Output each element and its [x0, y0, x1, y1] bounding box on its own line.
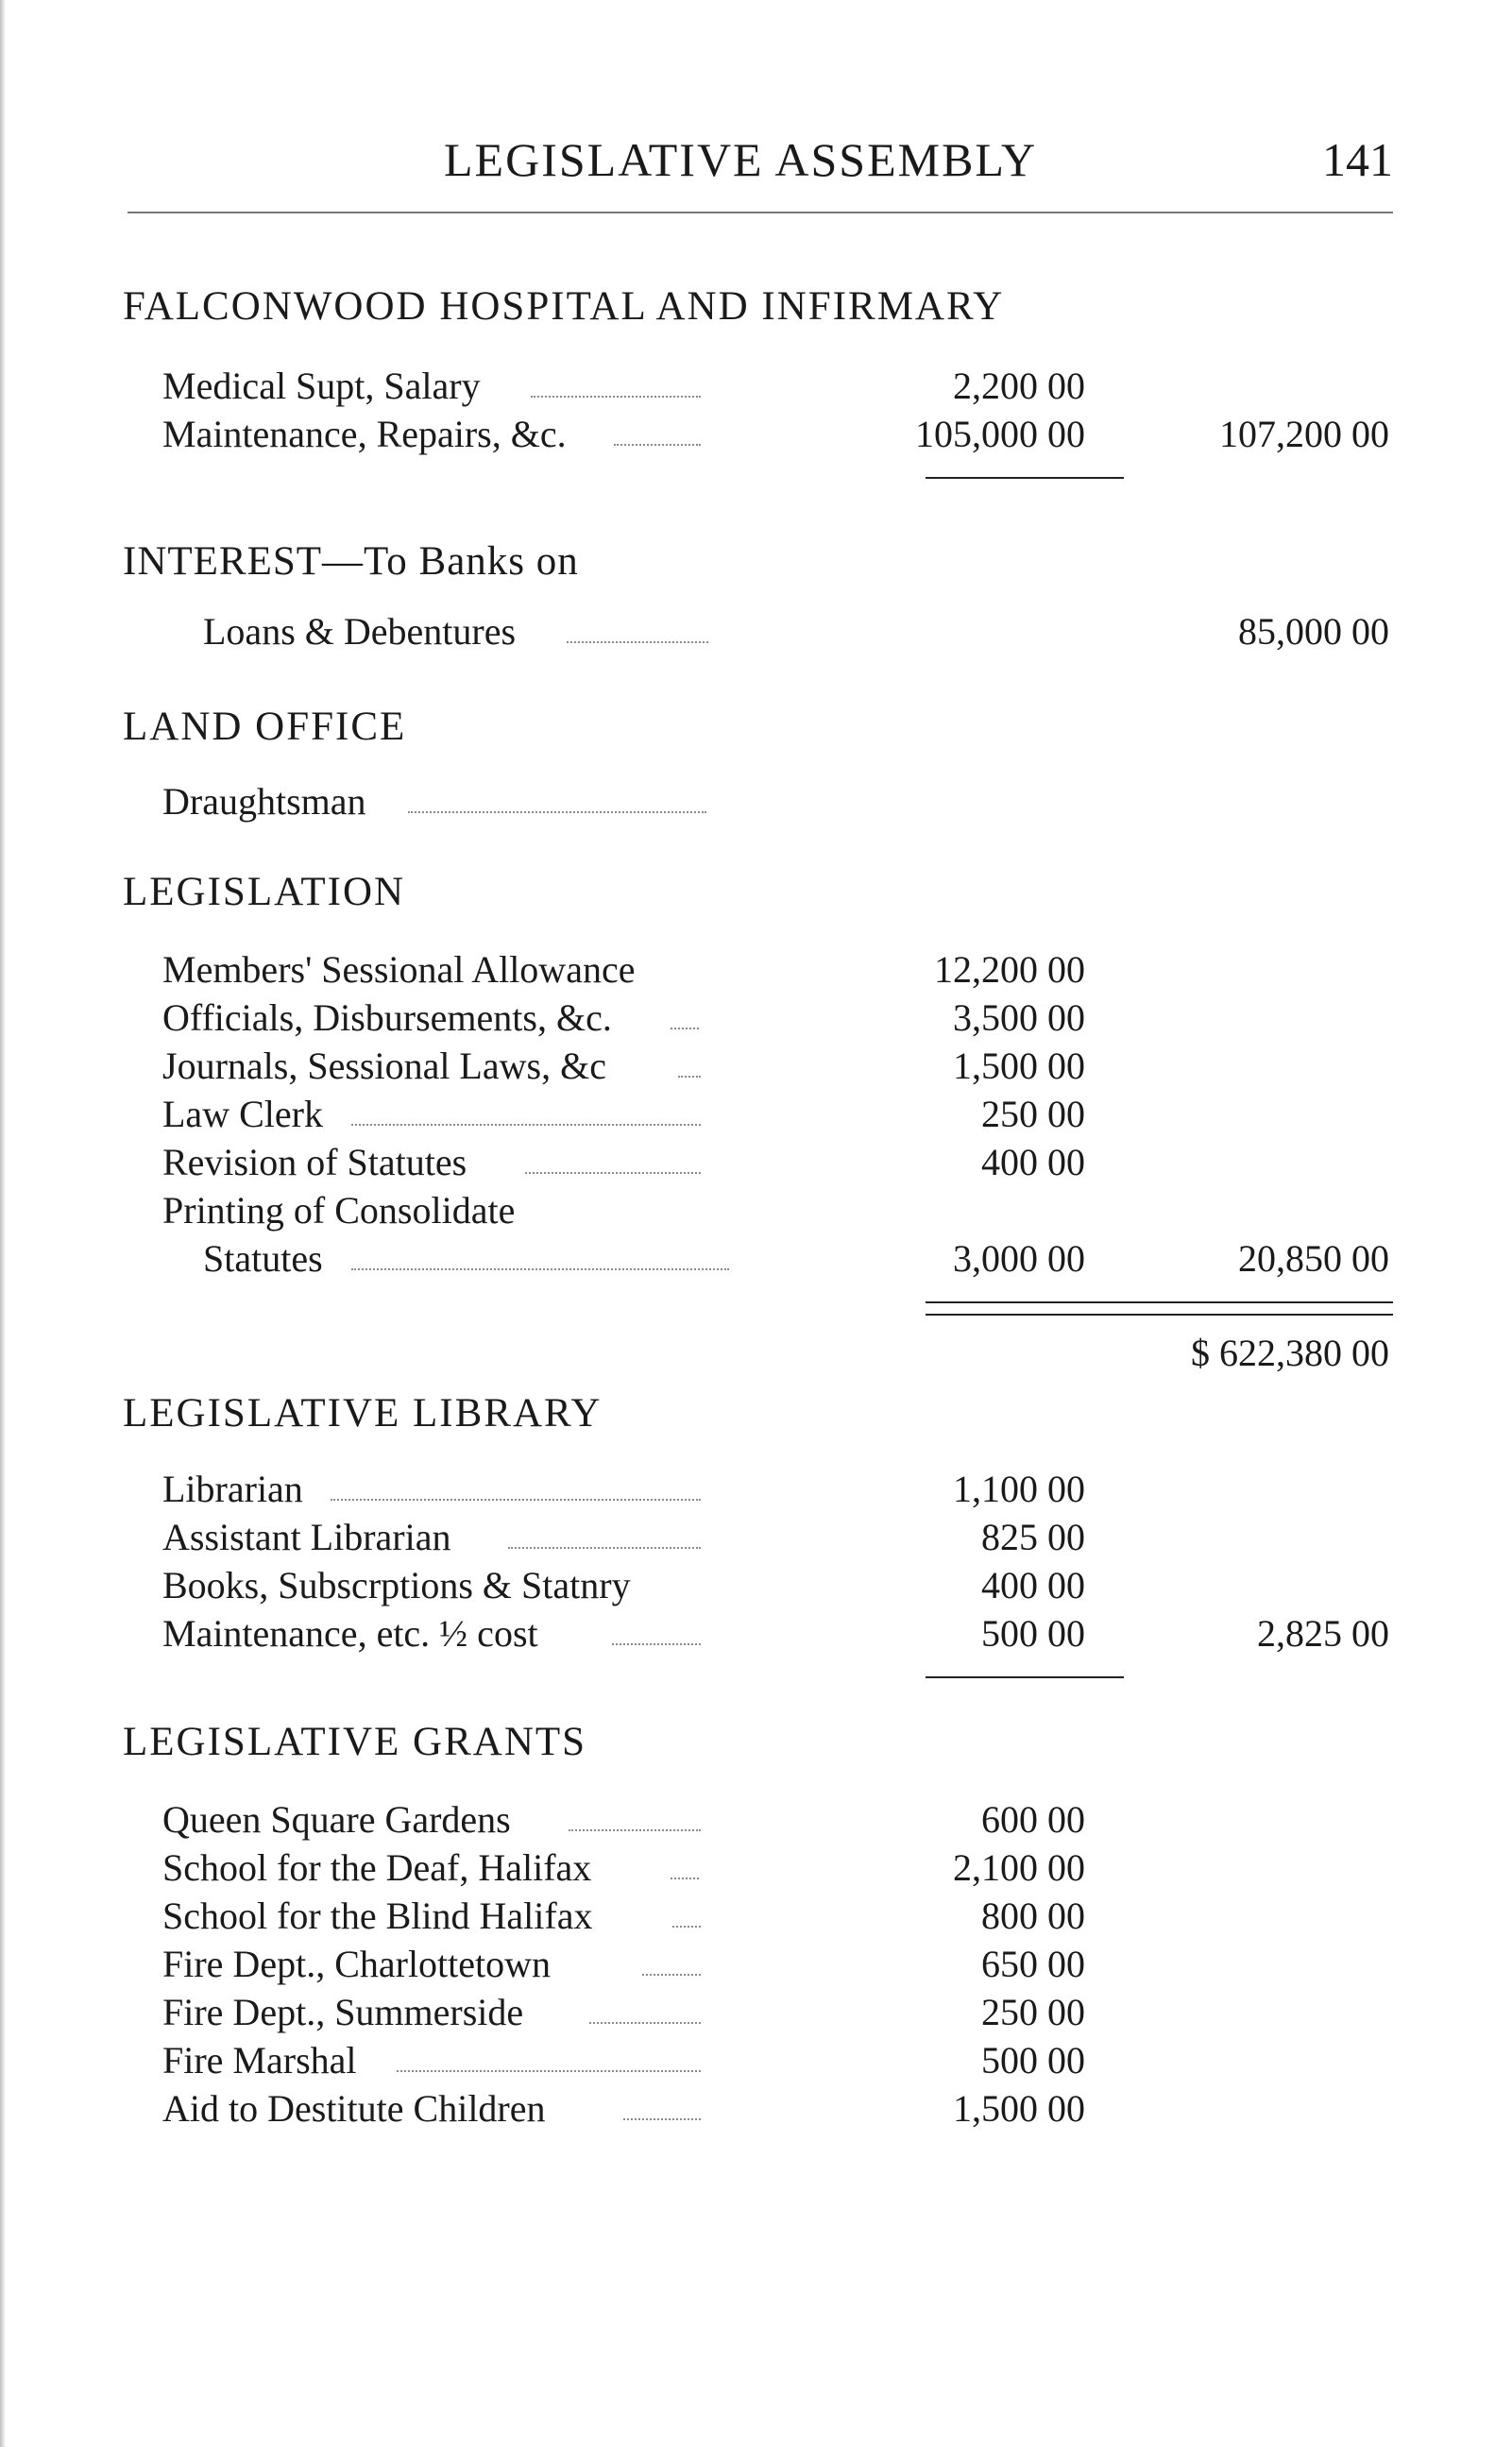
row-label: Medical Supt, Salary [162, 365, 481, 407]
row-label: Books, Subscrptions & Statnry [162, 1564, 631, 1606]
page-number: 141 [1322, 133, 1393, 186]
row-amount: 3,500 00 [953, 996, 1085, 1039]
ledger-row [0, 412, 1512, 459]
ledger-row [0, 364, 1512, 411]
row-amount: 12,200 00 [934, 948, 1085, 991]
row-label: School for the Blind Halifax [162, 1895, 593, 1937]
dot-leader [351, 1268, 729, 1270]
ledger-row [0, 1845, 1512, 1893]
row-total: 20,850 00 [1238, 1237, 1389, 1280]
dot-leader [678, 1076, 701, 1078]
dot-leader [612, 1643, 701, 1645]
dot-leader [569, 1829, 701, 1831]
section-title-grants: LEGISLATIVE GRANTS [123, 1720, 587, 1764]
dot-leader [623, 2118, 701, 2120]
ledger-row [0, 1140, 1512, 1187]
dot-leader [525, 1172, 701, 1174]
dot-leader [672, 1926, 701, 1928]
row-amount: 800 00 [981, 1895, 1085, 1937]
row-amount: 2,200 00 [953, 365, 1085, 407]
section-title-legislation: LEGISLATION [123, 870, 406, 914]
ledger-row [0, 1942, 1512, 1989]
row-label: Loans & Debentures [203, 610, 517, 653]
row-label: Revision of Statutes [162, 1141, 467, 1183]
total-double-rule [926, 1314, 1393, 1316]
ledger-row [0, 1894, 1512, 1941]
ledger-row [0, 1611, 1512, 1658]
row-amount: 1,100 00 [953, 1468, 1085, 1510]
ledger-row [0, 1467, 1512, 1514]
row-label: Maintenance, etc. ½ cost [162, 1612, 538, 1655]
section-title-library: LEGISLATIVE LIBRARY [123, 1391, 603, 1436]
dot-leader [671, 1878, 699, 1879]
row-label: Officials, Disbursements, &c. [162, 996, 612, 1039]
ledger-row [0, 779, 1512, 826]
dot-leader [397, 2070, 701, 2072]
row-label: Fire Marshal [162, 2039, 357, 2082]
row-label: Maintenance, Repairs, &c. [162, 413, 567, 455]
subtotal-rule [926, 1676, 1124, 1678]
row-amount: 1,500 00 [953, 1045, 1085, 1087]
row-label: Statutes [203, 1237, 323, 1280]
dot-leader [508, 1547, 701, 1549]
row-amount: 1,500 00 [953, 2087, 1085, 2130]
total-rule [926, 1301, 1393, 1303]
dot-leader [567, 641, 708, 643]
section-title-land-office: LAND OFFICE [123, 705, 407, 749]
ledger-row [0, 2086, 1512, 2133]
row-amount: 500 00 [981, 2039, 1085, 2082]
dot-leader [408, 811, 706, 813]
row-label: Fire Dept., Summerside [162, 1991, 524, 2033]
row-total: 107,200 00 [1219, 413, 1389, 455]
grand-total: $ 622,380 00 [1191, 1332, 1389, 1374]
section-title-interest: INTEREST—To Banks on [123, 539, 579, 584]
ledger-row [0, 1092, 1512, 1139]
row-amount: 105,000 00 [915, 413, 1085, 455]
header-rule [127, 212, 1393, 213]
ledger-row [0, 609, 1512, 656]
dot-leader [671, 1028, 699, 1029]
row-amount: 400 00 [981, 1141, 1085, 1183]
ledger-row [0, 1515, 1512, 1562]
row-label: Assistant Librarian [162, 1516, 451, 1558]
dot-leader [531, 396, 701, 398]
dot-leader [642, 1974, 701, 1976]
ledger-row [0, 1797, 1512, 1844]
section-title-falconwood: FALCONWOOD HOSPITAL AND INFIRMARY [123, 284, 1005, 329]
row-label: Members' Sessional Allowance [162, 948, 636, 991]
dot-leader [331, 1499, 701, 1501]
ledger-row [0, 995, 1512, 1043]
ledger-row [0, 1990, 1512, 2037]
dot-leader [351, 1124, 701, 1126]
row-label: Fire Dept., Charlottetown [162, 1943, 552, 1985]
dot-leader [614, 444, 701, 446]
ledger-row [0, 1188, 1512, 1235]
row-label: School for the Deaf, Halifax [162, 1846, 592, 1889]
row-amount: 500 00 [981, 1612, 1085, 1655]
row-label: Aid to Destitute Children [162, 2087, 546, 2130]
row-amount: 3,000 00 [953, 1237, 1085, 1280]
running-header-title: LEGISLATIVE ASSEMBLY [444, 133, 1038, 186]
dot-leader [589, 2022, 701, 2024]
row-amount: 250 00 [981, 1093, 1085, 1135]
row-amount: 250 00 [981, 1991, 1085, 2033]
row-total: 85,000 00 [1238, 610, 1389, 653]
row-amount: 2,100 00 [953, 1846, 1085, 1889]
row-amount: 825 00 [981, 1516, 1085, 1558]
row-amount: 600 00 [981, 1798, 1085, 1841]
row-label: Librarian [162, 1468, 303, 1510]
row-label: Printing of Consolidate [162, 1189, 516, 1232]
subtotal-rule [926, 477, 1124, 479]
row-label: Draughtsman [162, 780, 366, 823]
ledger-row [0, 2038, 1512, 2085]
row-label: Law Clerk [162, 1093, 323, 1135]
grand-total-row [0, 1331, 1512, 1378]
ledger-row [0, 1563, 1512, 1610]
row-total: 2,825 00 [1257, 1612, 1389, 1655]
row-amount: 400 00 [981, 1564, 1085, 1606]
ledger-row [0, 1236, 1512, 1283]
ledger-row [0, 1044, 1512, 1091]
row-label: Queen Square Gardens [162, 1798, 511, 1841]
ledger-row [0, 947, 1512, 994]
row-amount: 650 00 [981, 1943, 1085, 1985]
row-label: Journals, Sessional Laws, &c [162, 1045, 606, 1087]
